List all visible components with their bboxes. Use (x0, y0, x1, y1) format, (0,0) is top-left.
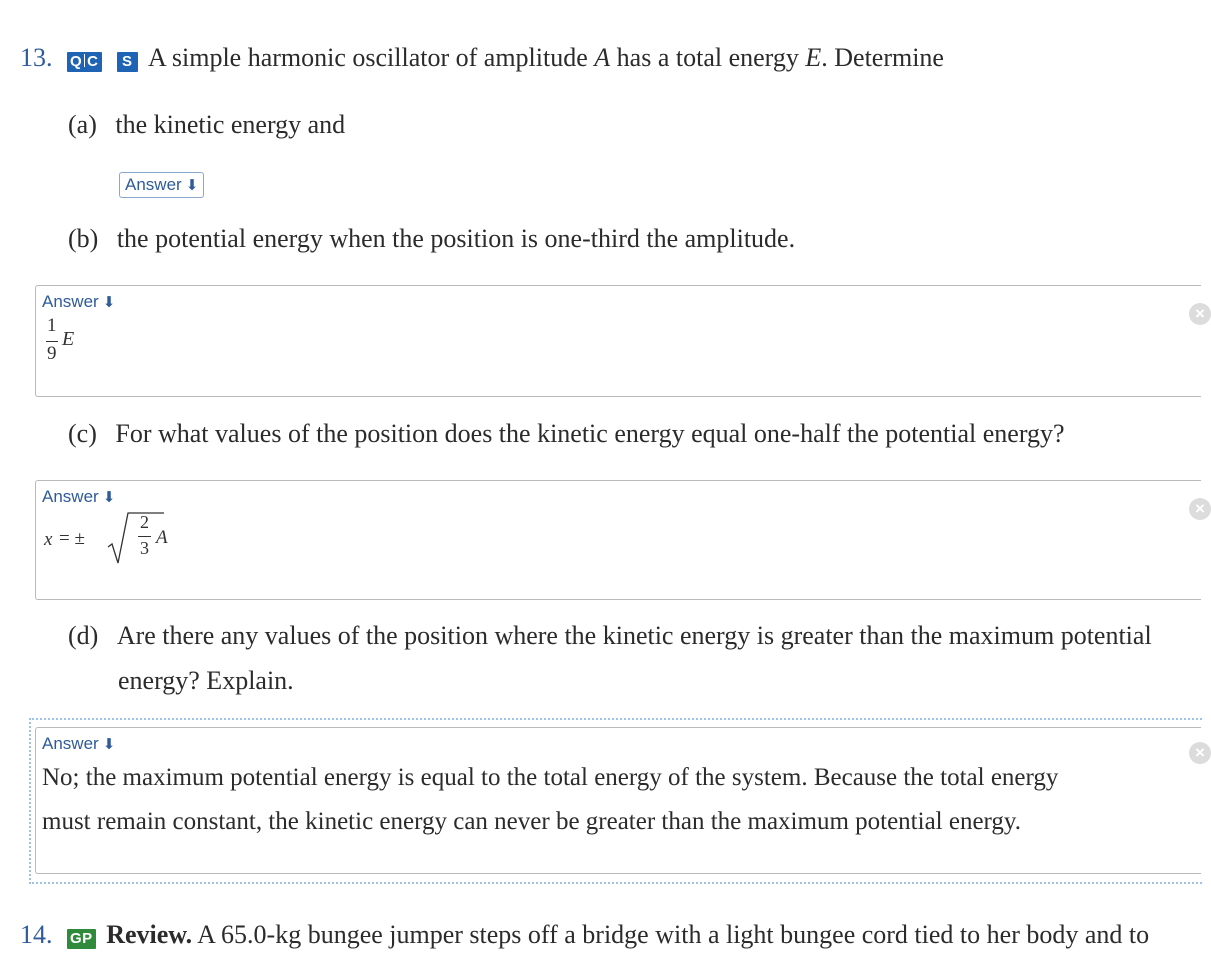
answer-box-c (35, 480, 1205, 600)
fraction-denominator: 3 (140, 538, 149, 558)
part-c (68, 419, 1065, 449)
part-a-text: the kinetic energy and (115, 110, 346, 139)
part-a-label: (a) (68, 110, 97, 139)
arrow-down-icon: ⬇ (102, 294, 116, 311)
answer-d-line1: No; the maximum potential energy is equal to the total energy of the system. Because the total energy (42, 764, 1059, 791)
arrow-down-icon: ⬇ (102, 489, 116, 506)
problem-14-statement: Review. A 65.0-kg bungee jumper steps off a bridge with a light bungee cord tied to her body and to (106, 920, 1150, 949)
problem-14-header (20, 920, 1149, 950)
answer-toggle-b[interactable]: Answer ⬇ (42, 292, 116, 311)
problem-number: 13. (20, 43, 53, 72)
answer-button-a[interactable]: Answer ⬇ (119, 172, 204, 198)
part-b-label: (b) (68, 224, 99, 253)
fraction-bar (46, 341, 58, 342)
fraction-numerator: 1 (47, 315, 57, 336)
part-d (68, 621, 1152, 651)
fraction-denominator: 9 (47, 343, 57, 364)
problem-number: 14. (20, 920, 53, 949)
part-d-text-line1: Are there any values of the position where the kinetic energy is greater than the maximum potential (116, 621, 1152, 650)
part-c-text: For what values of the position does the kinetic energy equal one-half the potential energy? (115, 419, 1065, 448)
part-d-label: (d) (68, 621, 99, 650)
fraction-bar (138, 536, 151, 537)
answer-box-d (35, 727, 1205, 874)
energy-variable: E (62, 328, 75, 350)
amplitude-variable: A (156, 527, 168, 548)
close-icon[interactable]: × (1189, 498, 1211, 520)
answer-c-math (44, 509, 204, 569)
gp-badge[interactable]: GP (67, 929, 96, 949)
answer-b-math (44, 316, 84, 372)
close-icon[interactable]: × (1189, 303, 1211, 325)
part-d-text-line2: energy? Explain. (118, 666, 294, 695)
answer-toggle-c[interactable]: Answer ⬇ (42, 487, 116, 506)
problem-13-header (20, 43, 944, 73)
position-variable: x (44, 529, 53, 550)
answer-d-line2: must remain constant, the kinetic energy can never be greater than the maximum potential energy. (42, 808, 1022, 835)
s-badge[interactable]: S (117, 52, 138, 72)
equals-plus-minus: = ± (59, 528, 85, 549)
part-b-text: the potential energy when the position is one-third the amplitude. (116, 224, 796, 253)
answer-toggle-d[interactable]: Answer ⬇ (42, 734, 116, 753)
close-icon[interactable]: × (1189, 742, 1211, 764)
answer-box-b (35, 285, 1205, 397)
qc-badge[interactable]: Q C (67, 52, 102, 72)
part-b (68, 224, 795, 254)
arrow-down-icon: ⬇ (185, 177, 199, 194)
arrow-down-icon: ⬇ (102, 736, 116, 753)
problem-statement: A simple harmonic oscillator of amplitude A has a total energy E. Determine (148, 43, 944, 72)
fraction-numerator: 2 (140, 512, 149, 532)
part-a (68, 110, 345, 140)
part-c-label: (c) (68, 419, 97, 448)
